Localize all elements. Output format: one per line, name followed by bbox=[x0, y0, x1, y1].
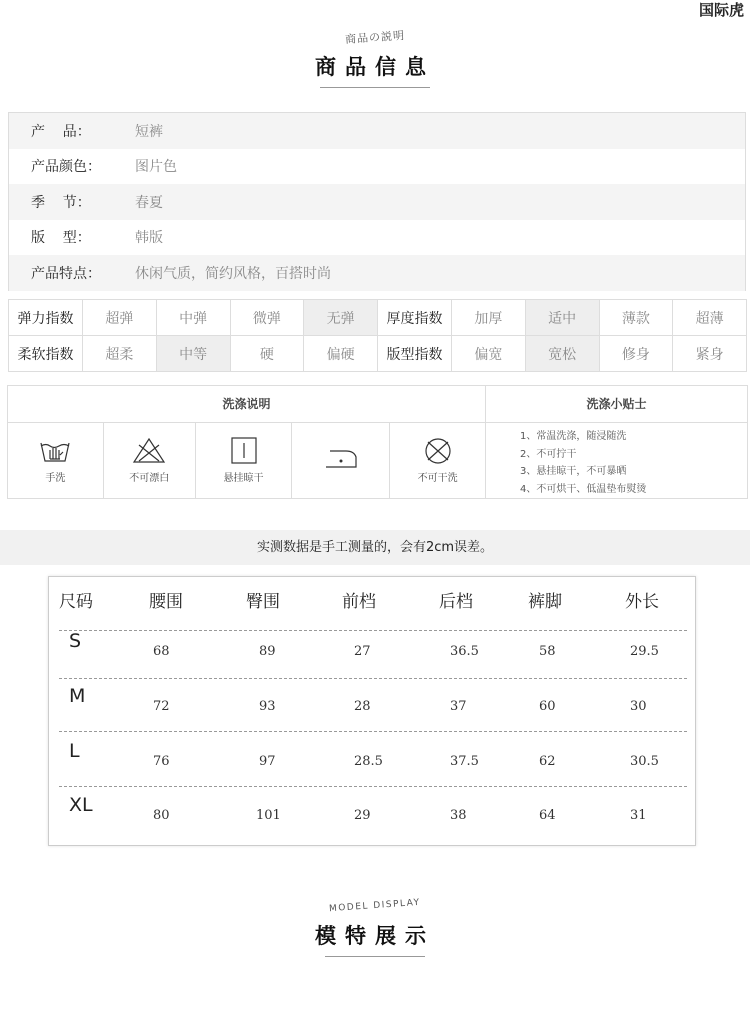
info-row bbox=[9, 184, 745, 220]
size-cell: 27 bbox=[354, 644, 371, 659]
size-cell: 80 bbox=[153, 808, 170, 823]
size-cell: M bbox=[69, 685, 86, 707]
wash-symbol-label: 手洗 bbox=[45, 473, 66, 484]
index-label: 柔软指数 bbox=[9, 336, 83, 372]
info-key: 产 品： bbox=[31, 123, 91, 140]
info-value: 图片色 bbox=[135, 159, 177, 176]
size-cell: 36.5 bbox=[450, 644, 479, 659]
row-divider bbox=[59, 786, 687, 787]
section-subtitle: MODEL DISPLAY bbox=[328, 897, 422, 915]
tips-title: 洗涤小贴士 bbox=[486, 386, 747, 423]
size-cell: 68 bbox=[153, 644, 170, 659]
wash-symbol bbox=[390, 423, 485, 498]
size-header-cell: 尺码 bbox=[59, 591, 93, 612]
index-option: 修身 bbox=[599, 336, 673, 372]
info-value: 韩版 bbox=[135, 230, 163, 247]
size-header-cell: 外长 bbox=[625, 591, 659, 612]
index-row bbox=[9, 300, 747, 336]
washing-tips bbox=[520, 428, 646, 498]
wash-symbol bbox=[292, 423, 390, 498]
size-table bbox=[48, 576, 696, 846]
wash-symbol-label: 不可漂白 bbox=[129, 473, 170, 484]
size-header-cell: 臀围 bbox=[246, 591, 280, 612]
washing-title: 洗涤说明 bbox=[8, 386, 486, 423]
info-value: 春夏 bbox=[135, 194, 163, 211]
info-key: 产品颜色： bbox=[31, 159, 101, 176]
size-cell: 93 bbox=[259, 699, 276, 714]
index-label: 弹力指数 bbox=[9, 300, 83, 336]
wash-symbol-label: 不可干洗 bbox=[417, 473, 458, 484]
brand-logo: 国际虎 bbox=[698, 1, 744, 19]
washing-icons bbox=[8, 423, 486, 498]
index-option: 超弹 bbox=[83, 300, 157, 336]
wash-symbol bbox=[8, 423, 104, 498]
size-cell: 58 bbox=[539, 644, 556, 659]
section-title: 商品信息 bbox=[315, 55, 435, 79]
info-row bbox=[9, 220, 745, 256]
size-cell: L bbox=[69, 740, 80, 762]
size-header-cell: 后档 bbox=[439, 591, 473, 612]
index-option: 超薄 bbox=[673, 300, 747, 336]
info-row bbox=[9, 255, 745, 291]
size-cell: 30 bbox=[630, 699, 647, 714]
wash-symbol bbox=[104, 423, 196, 498]
index-option-selected: 适中 bbox=[525, 300, 599, 336]
index-option-selected: 中等 bbox=[156, 336, 230, 372]
size-cell: 38 bbox=[450, 808, 467, 823]
index-row bbox=[9, 336, 747, 372]
index-option-selected: 宽松 bbox=[525, 336, 599, 372]
index-option: 微弹 bbox=[230, 300, 304, 336]
section-divider bbox=[320, 87, 430, 88]
index-label: 版型指数 bbox=[378, 336, 452, 372]
section-subtitle: 商品の説明 bbox=[344, 28, 406, 47]
size-cell: 62 bbox=[539, 754, 556, 769]
no-dry-clean-icon bbox=[421, 437, 455, 465]
wash-symbol-label: 悬挂晾干 bbox=[223, 473, 264, 484]
size-cell: 101 bbox=[256, 808, 281, 823]
hang-dry-icon bbox=[227, 437, 261, 465]
index-option: 中弹 bbox=[156, 300, 230, 336]
size-cell: 97 bbox=[259, 754, 276, 769]
index-option-selected: 无弹 bbox=[304, 300, 378, 336]
size-cell: 31 bbox=[630, 808, 647, 823]
index-option: 偏硬 bbox=[304, 336, 378, 372]
info-value: 休闲气质，简约风格，百搭时尚 bbox=[135, 265, 331, 282]
size-cell: 76 bbox=[153, 754, 170, 769]
size-cell: 37.5 bbox=[450, 754, 479, 769]
model-display-heading bbox=[0, 893, 750, 957]
measurement-note: 实测数据是手工测量的，会有2cm误差。 bbox=[0, 530, 750, 565]
tip-item: 1、常温洗涤，随浸随洗 bbox=[520, 431, 627, 442]
section-divider bbox=[325, 956, 425, 957]
size-cell: XL bbox=[69, 794, 93, 816]
info-value: 短裤 bbox=[135, 123, 163, 140]
index-option: 超柔 bbox=[83, 336, 157, 372]
size-cell: 30.5 bbox=[630, 754, 659, 769]
index-option: 硬 bbox=[230, 336, 304, 372]
row-divider bbox=[59, 731, 687, 732]
size-cell: 60 bbox=[539, 699, 556, 714]
row-divider bbox=[59, 630, 687, 631]
tip-item: 4、不可烘干、低温垫布熨烫 bbox=[520, 483, 647, 495]
size-cell: 29 bbox=[354, 808, 371, 823]
row-divider bbox=[59, 678, 687, 679]
wash-symbol bbox=[196, 423, 293, 498]
size-cell: S bbox=[69, 630, 82, 652]
index-option: 紧身 bbox=[673, 336, 747, 372]
index-option: 加厚 bbox=[452, 300, 526, 336]
iron-low-icon bbox=[324, 445, 358, 473]
size-cell: 37 bbox=[450, 699, 467, 714]
size-cell: 28 bbox=[354, 699, 371, 714]
size-header-cell: 前档 bbox=[342, 591, 376, 612]
product-info-heading bbox=[0, 26, 750, 88]
tip-item: 2、不可拧干 bbox=[520, 448, 577, 460]
size-cell: 72 bbox=[153, 699, 170, 714]
no-bleach-icon bbox=[132, 437, 166, 465]
index-label: 厚度指数 bbox=[378, 300, 452, 336]
product-info-table bbox=[8, 112, 746, 291]
info-key: 季 节： bbox=[31, 194, 91, 211]
fabric-index-grid bbox=[8, 299, 747, 372]
info-key: 版 型： bbox=[31, 230, 91, 247]
size-header-cell: 腰围 bbox=[149, 591, 183, 612]
size-cell: 28.5 bbox=[354, 754, 383, 769]
size-header-cell: 裤脚 bbox=[528, 591, 562, 612]
hand-wash-icon bbox=[38, 437, 72, 465]
tip-item: 3、悬挂晾干，不可暴晒 bbox=[520, 466, 627, 477]
size-cell: 89 bbox=[259, 644, 276, 659]
info-key: 产品特点： bbox=[31, 265, 101, 282]
index-option: 偏宽 bbox=[452, 336, 526, 372]
info-row bbox=[9, 149, 745, 185]
section-title: 模特展示 bbox=[315, 924, 435, 948]
index-option: 薄款 bbox=[599, 300, 673, 336]
size-cell: 64 bbox=[539, 808, 556, 823]
washing-panel bbox=[7, 385, 748, 499]
info-row bbox=[9, 113, 745, 149]
size-cell: 29.5 bbox=[630, 644, 659, 659]
